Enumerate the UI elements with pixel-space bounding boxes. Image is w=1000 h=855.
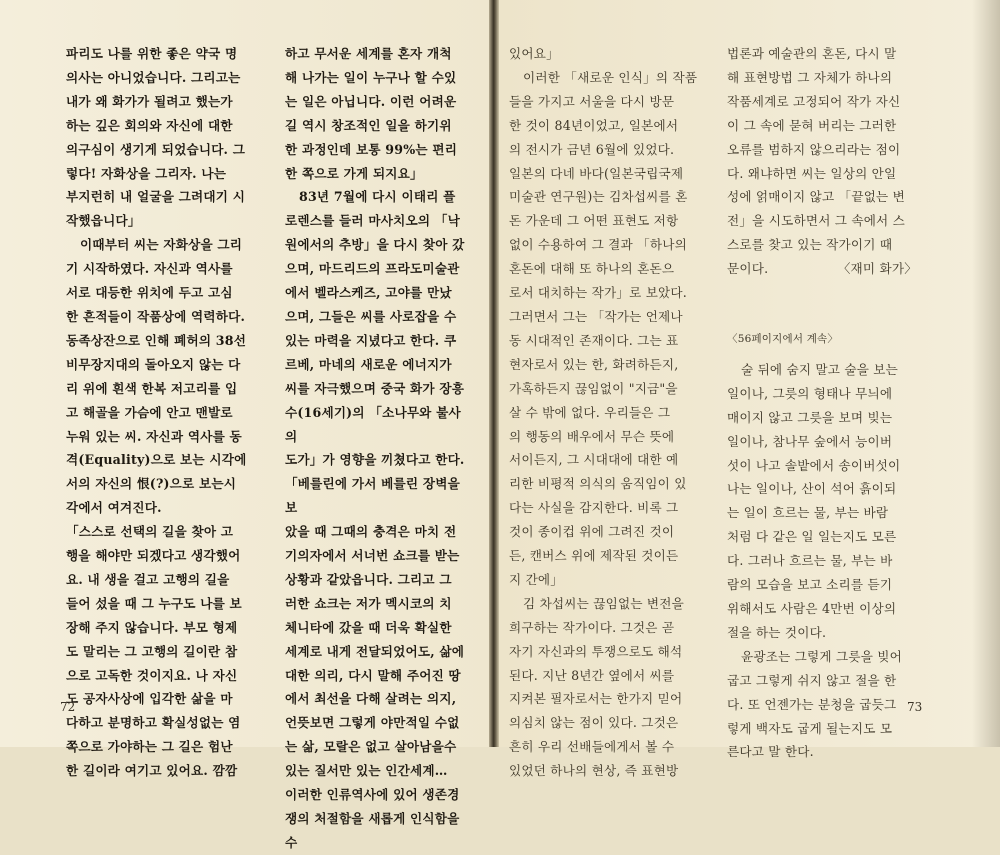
- byline-text: 〈재미 화가〉: [837, 261, 917, 277]
- right-page-column-1: [509, 42, 705, 783]
- left-page-column-2: [285, 42, 471, 855]
- paragraph: 하고 무서운 세계를 혼자 개척 해 나가는 일이 누구나 할 수있 는 일은 아닙니다. 이런 어려운 길 역시 창조적인 일을 하기위 한 과정인데 보통 99%는 편리 한 쪽으로 가게 되지요」: [285, 46, 458, 181]
- left-page-column-1: [66, 42, 262, 783]
- book-gutter: [489, 0, 499, 747]
- paragraph: 이러한 「새로운 인식」의 작품 들을 가지고 서울을 다시 방문 한 것이 84년이었고, 일본에서 의 전시가 금년 6월에 있었다. 일본의 다네 바다(일본국립국제 미술관 연구원)는 김차섭씨를 혼 돈 가운데 그 어떤 표현도 저항 없이 수용하여 그 결과 「하나의 혼돈에 대해 또 하나의 혼돈으 로서 대치하는 작가」로 보았다. 그러면서 그는 「작가는 언제나 동 시대적인 존재이다. 그는 표 현자로서 있는 한, 화려하든지, 가혹하든지 끊임없이 "지금"을 살 수 밖에 없다. 우리들은 그 의 행동의 배우에서 무슨 뜻에 서이든지, 그 시대대에 대한 예 리한 비평적 의식의 움직임이 있 다는 사실을 감지한다. 비록 그 것이 종이컵 위에 그려진 것이 든, 캔버스 위에 제작된 것이든 지 간에」: [509, 69, 698, 587]
- paragraph: 술 뒤에 숨지 말고 술을 보는 일이나, 그릇의 형태나 무늬에 매이지 않고 그릇을 보며 빚는 일이나, 참나무 숲에서 능이버 섯이 나고 솔밭에서 송이버섯이 나는 일이나, 산이 석어 흙이되 는 일이 흐르는 물, 부는 바람 처럼 다 같은 일 일는지도 모른 다. 그러나 흐르는 물, 부는 바 람의 모습을 보고 소리를 듣기 위해서도 사람은 4만번 이상의 절을 하는 것이다.: [727, 361, 901, 640]
- paragraph: 있어요」: [509, 46, 559, 61]
- paragraph: 이때부터 씨는 자화상을 그리 기 시작하였다. 자신과 역사를 서로 대등한 위치에 두고 고심 한 흔적들이 작품상에 역력하다. 동족상잔으로 인해 폐허의 38선 비무장지대의 돌아오지 않는 다 리 위에 흰색 한복 저고리를 입 고 해골을 가슴에 안고 맨발로 누워 있는 씨. 자신과 역사를 동 격(Equality)으로 보는 시각에 서의 자신의 恨(?)으로 보는시 각에서 여겨진다.: [66, 237, 247, 516]
- paragraph: 83년 7월에 다시 이태리 플 로렌스를 들러 마사치오의 「낙 원에서의 추방」을 다시 찾아 갔 으며, 마드리드의 프라도미술관 에서 벨라스케즈, 고야를 만났 으며, 그들은 씨를 사로잡을 수 있는 마력을 지녔다고 한다. 쿠 르베, 마네의 새로운 에너지가 씨를 자극했으며 중국 화가 장흥 수(16세기)의 「소나무와 불사의 도가」가 영향을 끼쳤다고 한다.: [285, 189, 465, 468]
- page-number-right: 73: [907, 700, 923, 714]
- right-page-column-2: [727, 42, 917, 281]
- paragraph: 파리도 나를 위한 좋은 약국 명 의사는 아니었습니다. 그리고는 내가 왜 화가가 될려고 했는가 하는 깊은 회의와 자신에 대한 의구심이 생기게 되었습니다. 그 렇다! 자화상을 그리자. 나는 부지런히 내 얼굴을 그려대기 시 작했읍니다」: [66, 46, 246, 229]
- continued-article: [727, 328, 923, 764]
- page-edge-shadow: [972, 0, 1000, 747]
- continued-from-note: 〈56페이지에서 계속〉: [727, 333, 839, 345]
- paragraph: 김 차섭씨는 끊임없는 변전을 희구하는 작가이다. 그것은 곧 자기 자신과의 투쟁으로도 해석 된다. 지난 8년간 옆에서 씨를 지켜본 필자로서는 한가지 믿어 의심치 않는 점이 있다. 그것은 흔히 우리 선배들에게서 볼 수 있었던 하나의 현상, 즉 표현방: [509, 595, 684, 779]
- paragraph: 「스스로 선택의 길을 찾아 고 행을 해야만 되겠다고 생각했어 요. 내 생을 걸고 고행의 길을 들어 섰을 때 그 누구도 나를 보 장해 주지 않습니다. 부모 형제 도 말리는 그 고행의 길이란 참 으로 고독한 것이지요. 나 자신 도 공자사상에 입각한 삶을 마 다하고 분명하고 확실성없는 염 쪽으로 가야하는 그 길은 험난 한 길이라 여기고 있어요. 깜깜: [66, 524, 242, 779]
- paragraph: 윤광조는 그렇게 그릇을 빚어 굽고 그렇게 쉬지 않고 절을 한 다. 또 언젠가는 분청을 굽듯그 렇게 백자도 굽게 될는지도 모 른다고 말 한다.: [727, 648, 902, 760]
- paragraph: 법론과 예술관의 혼돈, 다시 말 해 표현방법 그 자체가 하나의 작품세계로 고정되어 작가 자신 이 그 속에 묻혀 버리는 그러한 오류를 범하지 않으리라는 점이 다. 왜냐하면 씨는 일상의 안일 성에 얽매이지 않고 「끝없는 변 전」을 시도하면서 그 속에서 스 스로를 찾고 있는 작가이기 때 문이다.: [727, 46, 905, 277]
- page-number-left: 72: [60, 700, 76, 714]
- paragraph: 「베를린에 가서 베를린 장벽을 보 았을 때 그때의 충격은 마치 전 기의자에서 서너번 쇼크를 받는 상황과 같았읍니다. 그리고 그 러한 쇼크는 저가 멕시코의 치 체니타에 갔을 때 더욱 확실한 세계로 내게 전달되었어도, 삶에 대한 의리, 다시 말해 주어진 땅 에서 최선을 다해 살려는 의지, 언뜻보면 그렇게 야만적일 수없 는 삶, 모랄은 없고 살아남을수 있는 질서만 있는 인간세계… 이러한 인류역사에 있어 생존경 쟁의 처절함을 새롭게 인식함을 수: [285, 476, 465, 850]
